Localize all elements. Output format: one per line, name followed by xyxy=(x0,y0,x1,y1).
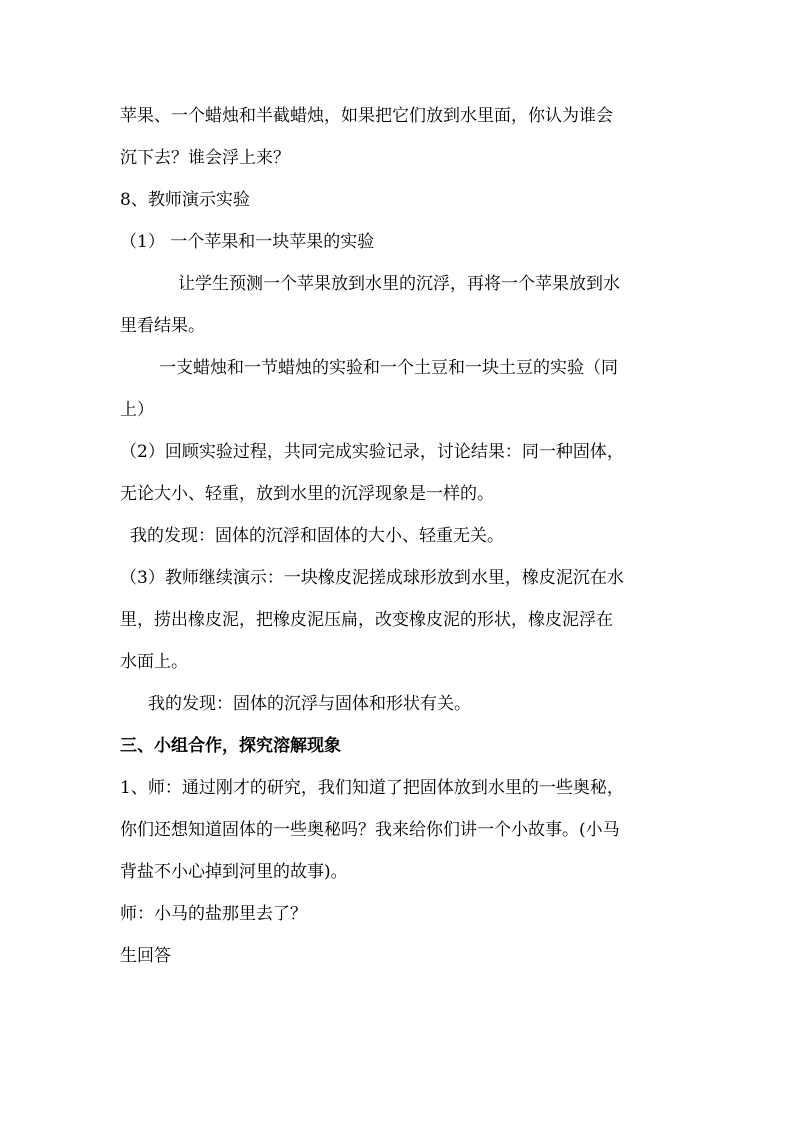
section-heading: 三、小组合作，探究溶解现象 xyxy=(120,736,341,756)
text-line-6: 里看结果。 xyxy=(120,316,205,336)
text-line-14: 水面上。 xyxy=(120,652,188,672)
text-line-4: （1） 一个苹果和一块苹果的实验 xyxy=(120,232,375,252)
text-line-7: 一支蜡烛和一节蜡烛的实验和一个土豆和一块土豆的实验（同 xyxy=(159,358,618,378)
text-line-12: （3）教师继续演示：一块橡皮泥搓成球形放到水里，橡皮泥沉在水 xyxy=(120,568,624,588)
text-line-11: 我的发现：固体的沉浮和固体的大小、轻重无关。 xyxy=(130,526,504,546)
text-line-2: 沉下去？谁会浮上来？ xyxy=(120,148,290,168)
text-line-15: 我的发现：固体的沉浮与固体和形状有关。 xyxy=(148,694,471,714)
text-line-13: 里，捞出橡皮泥，把橡皮泥压扁，改变橡皮泥的形状，橡皮泥浮在 xyxy=(120,610,613,630)
text-line-5: 让学生预测一个苹果放到水里的沉浮，再将一个苹果放到水 xyxy=(178,274,620,294)
text-line-8: 上） xyxy=(120,400,154,420)
text-line-20: 师：小马的盐那里去了？ xyxy=(120,904,307,924)
text-line-3: 8、教师演示实验 xyxy=(120,190,250,210)
text-line-1: 苹果、一个蜡烛和半截蜡烛，如果把它们放到水里面，你认为谁会 xyxy=(120,106,613,126)
text-line-18: 你们还想知道固体的一些奥秘吗？我来给你们讲一个小故事。(小马 xyxy=(120,820,620,840)
text-line-19: 背盐不小心掉到河里的故事)。 xyxy=(120,862,348,882)
text-line-17: 1、师：通过刚才的研究，我们知道了把固体放到水里的一些奥秘， xyxy=(120,778,624,798)
text-line-10: 无论大小、轻重，放到水里的沉浮现象是一样的。 xyxy=(120,484,494,504)
text-line-21: 生回答 xyxy=(120,946,171,966)
text-line-9: （2）回顾实验过程，共同完成实验记录，讨论结果：同一种固体， xyxy=(120,442,624,462)
